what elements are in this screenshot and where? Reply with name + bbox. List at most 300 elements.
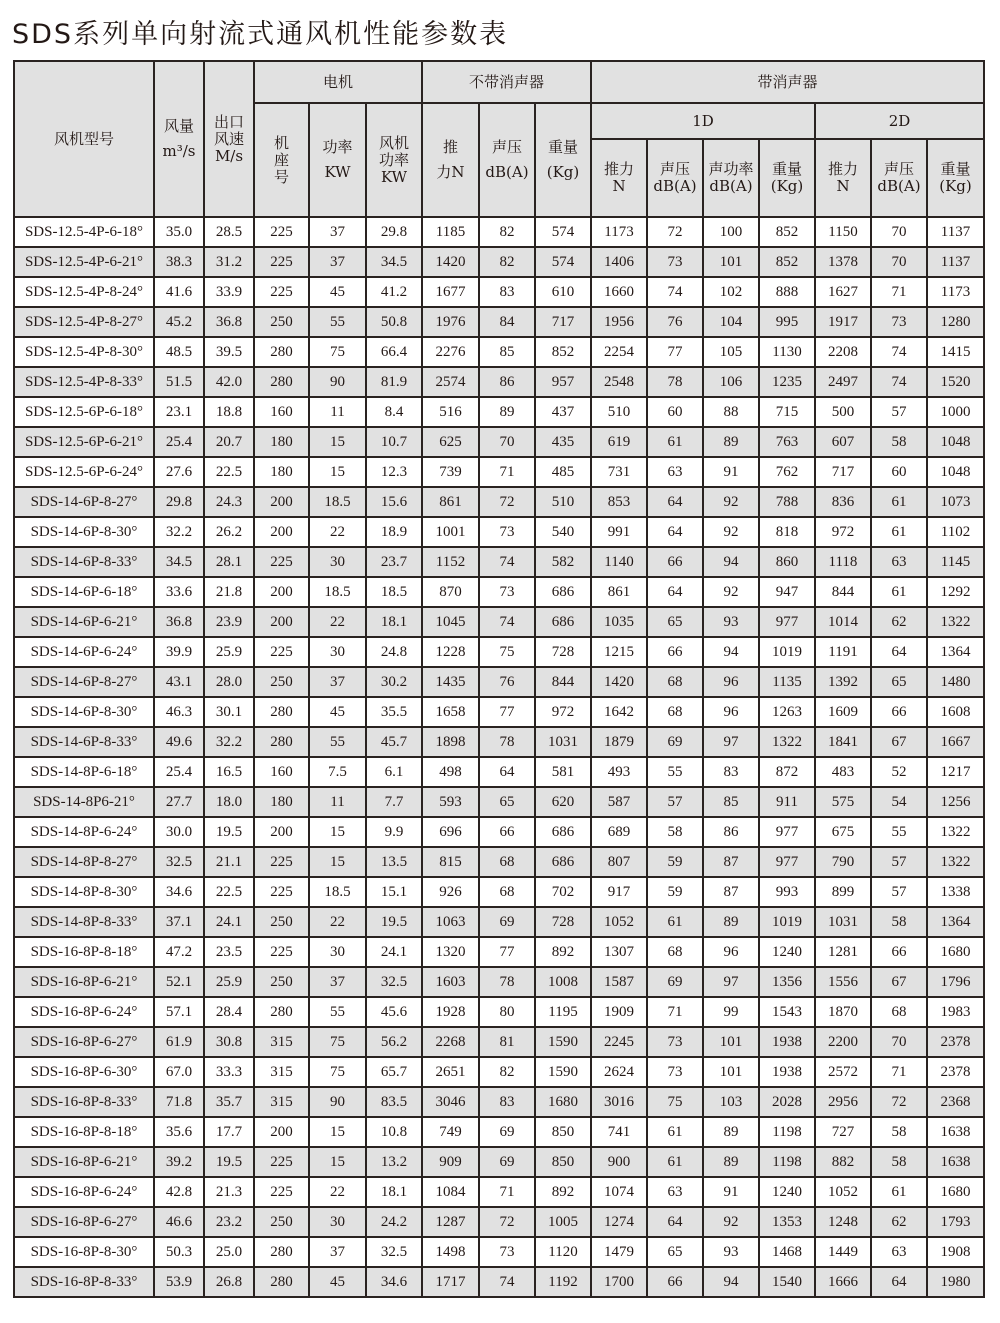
cell-ns-thrust: 498 — [422, 757, 479, 787]
cell-1d-sound: 61 — [647, 427, 703, 457]
cell-2d-weight: 1415 — [927, 337, 984, 367]
cell-outlet-speed: 22.5 — [204, 457, 254, 487]
cell-fan-power: 50.8 — [366, 307, 422, 337]
cell-1d-sound-power: 106 — [703, 367, 759, 397]
cell-motor-power: 15 — [309, 817, 366, 847]
cell-1d-sound: 73 — [647, 1057, 703, 1087]
cell-fan-power: 65.7 — [366, 1057, 422, 1087]
table-row — [14, 217, 984, 247]
cell-motor-frame: 200 — [254, 577, 309, 607]
cell-fan-power: 35.5 — [366, 697, 422, 727]
cell-ns-sound: 82 — [479, 247, 535, 277]
cell-ns-thrust: 1677 — [422, 277, 479, 307]
cell-1d-thrust: 493 — [591, 757, 647, 787]
cell-airflow: 45.2 — [154, 307, 204, 337]
cell-2d-weight: 1292 — [927, 577, 984, 607]
cell-1d-weight: 993 — [759, 877, 815, 907]
cell-fan-power: 56.2 — [366, 1027, 422, 1057]
cell-1d-sound-power: 89 — [703, 1147, 759, 1177]
cell-ns-thrust: 739 — [422, 457, 479, 487]
fan-performance-table — [13, 60, 985, 1298]
cell-motor-frame: 225 — [254, 637, 309, 667]
cell-ns-thrust: 1976 — [422, 307, 479, 337]
cell-fan-power: 6.1 — [366, 757, 422, 787]
cell-1d-weight: 1240 — [759, 1177, 815, 1207]
cell-fan-power: 23.7 — [366, 547, 422, 577]
cell-airflow: 34.6 — [154, 877, 204, 907]
cell-2d-thrust: 1841 — [815, 727, 871, 757]
cell-outlet-speed: 31.2 — [204, 247, 254, 277]
cell-ns-thrust: 1287 — [422, 1207, 479, 1237]
cell-ns-sound: 69 — [479, 1147, 535, 1177]
cell-1d-sound-power: 93 — [703, 607, 759, 637]
cell-motor-power: 22 — [309, 1177, 366, 1207]
cell-2d-sound: 57 — [871, 847, 927, 877]
cell-ns-thrust: 2574 — [422, 367, 479, 397]
cell-model: SDS-14-8P-6-24° — [14, 817, 154, 847]
cell-ns-sound: 73 — [479, 577, 535, 607]
cell-ns-weight: 574 — [535, 247, 591, 277]
cell-motor-power: 37 — [309, 247, 366, 277]
cell-model: SDS-14-6P-8-33° — [14, 547, 154, 577]
cell-motor-power: 18.5 — [309, 487, 366, 517]
cell-2d-thrust: 2572 — [815, 1057, 871, 1087]
cell-airflow: 30.0 — [154, 817, 204, 847]
cell-2d-thrust: 2956 — [815, 1087, 871, 1117]
cell-ns-weight: 435 — [535, 427, 591, 457]
cell-1d-sound: 59 — [647, 877, 703, 907]
header-1d-weight: 重量 (Kg) — [759, 139, 815, 217]
cell-1d-thrust: 861 — [591, 577, 647, 607]
cell-ns-sound: 81 — [479, 1027, 535, 1057]
cell-2d-weight: 1102 — [927, 517, 984, 547]
header-airflow: 风量 m³/s — [154, 61, 204, 217]
cell-model: SDS-14-6P-8-30° — [14, 697, 154, 727]
cell-model: SDS-14-8P-8-27° — [14, 847, 154, 877]
cell-ns-sound: 72 — [479, 1207, 535, 1237]
cell-1d-weight: 1019 — [759, 637, 815, 667]
cell-ns-weight: 1590 — [535, 1027, 591, 1057]
cell-outlet-speed: 28.0 — [204, 667, 254, 697]
cell-model: SDS-14-6P-8-27° — [14, 487, 154, 517]
cell-motor-frame: 280 — [254, 697, 309, 727]
header-fan-power: 风机 功率 KW — [366, 103, 422, 217]
cell-2d-weight: 1137 — [927, 247, 984, 277]
cell-model: SDS-12.5-4P-8-24° — [14, 277, 154, 307]
cell-1d-sound: 78 — [647, 367, 703, 397]
cell-1d-weight: 1130 — [759, 337, 815, 367]
cell-1d-sound: 61 — [647, 1117, 703, 1147]
cell-model: SDS-16-8P-8-18° — [14, 937, 154, 967]
cell-motor-power: 45 — [309, 697, 366, 727]
table-row — [14, 577, 984, 607]
cell-fan-power: 32.5 — [366, 1237, 422, 1267]
cell-fan-power: 34.6 — [366, 1267, 422, 1297]
cell-model: SDS-12.5-4P-6-18° — [14, 217, 154, 247]
cell-1d-sound: 65 — [647, 1237, 703, 1267]
cell-ns-thrust: 3046 — [422, 1087, 479, 1117]
cell-ns-sound: 74 — [479, 607, 535, 637]
table-row — [14, 367, 984, 397]
cell-ns-thrust: 1185 — [422, 217, 479, 247]
cell-1d-weight: 1263 — [759, 697, 815, 727]
table-row — [14, 1087, 984, 1117]
cell-1d-sound-power: 89 — [703, 907, 759, 937]
cell-2d-thrust: 1556 — [815, 967, 871, 997]
cell-fan-power: 8.4 — [366, 397, 422, 427]
cell-outlet-speed: 42.0 — [204, 367, 254, 397]
cell-ns-sound: 83 — [479, 277, 535, 307]
cell-1d-thrust: 2254 — [591, 337, 647, 367]
cell-ns-thrust: 696 — [422, 817, 479, 847]
cell-2d-sound: 64 — [871, 1267, 927, 1297]
cell-ns-weight: 850 — [535, 1147, 591, 1177]
cell-1d-sound: 75 — [647, 1087, 703, 1117]
cell-outlet-speed: 36.8 — [204, 307, 254, 337]
cell-model: SDS-14-8P-8-33° — [14, 907, 154, 937]
cell-1d-sound: 69 — [647, 967, 703, 997]
cell-motor-power: 30 — [309, 637, 366, 667]
cell-ns-weight: 728 — [535, 637, 591, 667]
cell-outlet-speed: 16.5 — [204, 757, 254, 787]
cell-1d-weight: 1235 — [759, 367, 815, 397]
cell-ns-thrust: 909 — [422, 1147, 479, 1177]
cell-2d-sound: 73 — [871, 307, 927, 337]
cell-outlet-speed: 33.9 — [204, 277, 254, 307]
cell-ns-thrust: 625 — [422, 427, 479, 457]
cell-fan-power: 18.1 — [366, 1177, 422, 1207]
cell-fan-power: 13.2 — [366, 1147, 422, 1177]
cell-2d-sound: 63 — [871, 1237, 927, 1267]
cell-motor-frame: 160 — [254, 757, 309, 787]
cell-1d-sound-power: 99 — [703, 997, 759, 1027]
cell-1d-weight: 1356 — [759, 967, 815, 997]
cell-1d-sound-power: 89 — [703, 427, 759, 457]
cell-ns-thrust: 2268 — [422, 1027, 479, 1057]
cell-fan-power: 7.7 — [366, 787, 422, 817]
cell-2d-weight: 1173 — [927, 277, 984, 307]
cell-ns-sound: 71 — [479, 1177, 535, 1207]
cell-outlet-speed: 30.8 — [204, 1027, 254, 1057]
cell-2d-weight: 1364 — [927, 907, 984, 937]
cell-model: SDS-16-8P-8-33° — [14, 1087, 154, 1117]
cell-ns-sound: 68 — [479, 847, 535, 877]
cell-outlet-speed: 26.8 — [204, 1267, 254, 1297]
cell-1d-thrust: 731 — [591, 457, 647, 487]
cell-motor-power: 90 — [309, 1087, 366, 1117]
cell-ns-weight: 717 — [535, 307, 591, 337]
cell-2d-sound: 62 — [871, 607, 927, 637]
cell-1d-thrust: 1307 — [591, 937, 647, 967]
cell-model: SDS-16-8P-6-30° — [14, 1057, 154, 1087]
cell-1d-sound: 71 — [647, 997, 703, 1027]
cell-2d-sound: 70 — [871, 217, 927, 247]
cell-2d-sound: 70 — [871, 247, 927, 277]
cell-fan-power: 24.8 — [366, 637, 422, 667]
cell-2d-thrust: 972 — [815, 517, 871, 547]
cell-2d-weight: 1983 — [927, 997, 984, 1027]
cell-2d-thrust: 882 — [815, 1147, 871, 1177]
cell-2d-weight: 1217 — [927, 757, 984, 787]
cell-model: SDS-14-6P-6-18° — [14, 577, 154, 607]
cell-fan-power: 81.9 — [366, 367, 422, 397]
cell-1d-weight: 1198 — [759, 1147, 815, 1177]
cell-ns-weight: 1195 — [535, 997, 591, 1027]
cell-2d-sound: 61 — [871, 517, 927, 547]
table-row — [14, 337, 984, 367]
table-row — [14, 457, 984, 487]
cell-motor-frame: 200 — [254, 517, 309, 547]
table-row — [14, 1117, 984, 1147]
cell-airflow: 34.5 — [154, 547, 204, 577]
cell-1d-thrust: 1140 — [591, 547, 647, 577]
cell-1d-thrust: 2245 — [591, 1027, 647, 1057]
cell-1d-weight: 1938 — [759, 1027, 815, 1057]
cell-1d-sound: 74 — [647, 277, 703, 307]
cell-airflow: 27.6 — [154, 457, 204, 487]
cell-1d-weight: 911 — [759, 787, 815, 817]
table-row — [14, 877, 984, 907]
cell-2d-weight: 1796 — [927, 967, 984, 997]
cell-outlet-speed: 35.7 — [204, 1087, 254, 1117]
cell-ns-weight: 1680 — [535, 1087, 591, 1117]
cell-1d-sound-power: 105 — [703, 337, 759, 367]
cell-fan-power: 41.2 — [366, 277, 422, 307]
cell-airflow: 33.6 — [154, 577, 204, 607]
cell-fan-power: 24.2 — [366, 1207, 422, 1237]
cell-1d-sound: 57 — [647, 787, 703, 817]
cell-1d-sound-power: 92 — [703, 487, 759, 517]
cell-motor-power: 45 — [309, 277, 366, 307]
cell-ns-sound: 85 — [479, 337, 535, 367]
cell-outlet-speed: 39.5 — [204, 337, 254, 367]
cell-model: SDS-16-8P-8-30° — [14, 1237, 154, 1267]
cell-airflow: 35.0 — [154, 217, 204, 247]
cell-airflow: 52.1 — [154, 967, 204, 997]
table-row — [14, 817, 984, 847]
table-row — [14, 907, 984, 937]
cell-motor-power: 11 — [309, 787, 366, 817]
header-2d-thrust: 推力 N — [815, 139, 871, 217]
cell-2d-sound: 71 — [871, 277, 927, 307]
cell-fan-power: 32.5 — [366, 967, 422, 997]
cell-2d-thrust: 1031 — [815, 907, 871, 937]
cell-ns-sound: 86 — [479, 367, 535, 397]
cell-motor-frame: 160 — [254, 397, 309, 427]
cell-1d-sound: 64 — [647, 1207, 703, 1237]
cell-airflow: 61.9 — [154, 1027, 204, 1057]
cell-1d-sound: 55 — [647, 757, 703, 787]
cell-ns-sound: 74 — [479, 1267, 535, 1297]
table-row — [14, 1147, 984, 1177]
cell-2d-thrust: 836 — [815, 487, 871, 517]
cell-motor-frame: 250 — [254, 667, 309, 697]
cell-fan-power: 66.4 — [366, 337, 422, 367]
cell-2d-weight: 1793 — [927, 1207, 984, 1237]
table-row — [14, 937, 984, 967]
cell-1d-thrust: 1660 — [591, 277, 647, 307]
cell-ns-thrust: 2276 — [422, 337, 479, 367]
cell-1d-sound-power: 87 — [703, 847, 759, 877]
cell-2d-weight: 1145 — [927, 547, 984, 577]
cell-1d-sound-power: 92 — [703, 517, 759, 547]
table-row — [14, 727, 984, 757]
cell-ns-weight: 1120 — [535, 1237, 591, 1267]
cell-model: SDS-16-8P-6-27° — [14, 1207, 154, 1237]
cell-model: SDS-14-8P6-21° — [14, 787, 154, 817]
cell-motor-frame: 280 — [254, 727, 309, 757]
cell-motor-frame: 225 — [254, 877, 309, 907]
cell-ns-weight: 1005 — [535, 1207, 591, 1237]
cell-1d-sound-power: 94 — [703, 1267, 759, 1297]
cell-2d-thrust: 790 — [815, 847, 871, 877]
header-2d-sound: 声压 dB(A) — [871, 139, 927, 217]
header-motor-group: 电机 — [254, 61, 422, 103]
cell-airflow: 67.0 — [154, 1057, 204, 1087]
cell-fan-power: 45.7 — [366, 727, 422, 757]
cell-motor-power: 22 — [309, 907, 366, 937]
cell-ns-thrust: 1001 — [422, 517, 479, 547]
cell-fan-power: 13.5 — [366, 847, 422, 877]
cell-2d-weight: 1280 — [927, 307, 984, 337]
cell-1d-weight: 947 — [759, 577, 815, 607]
cell-ns-weight: 582 — [535, 547, 591, 577]
cell-motor-frame: 250 — [254, 1207, 309, 1237]
cell-fan-power: 18.9 — [366, 517, 422, 547]
cell-2d-thrust: 2200 — [815, 1027, 871, 1057]
cell-model: SDS-16-8P-6-27° — [14, 1027, 154, 1057]
cell-model: SDS-12.5-6P-6-24° — [14, 457, 154, 487]
table-row — [14, 247, 984, 277]
cell-ns-thrust: 1928 — [422, 997, 479, 1027]
cell-motor-frame: 315 — [254, 1057, 309, 1087]
cell-1d-weight: 1938 — [759, 1057, 815, 1087]
cell-model: SDS-16-8P-6-21° — [14, 1147, 154, 1177]
cell-model: SDS-12.5-4P-8-30° — [14, 337, 154, 367]
cell-2d-thrust: 717 — [815, 457, 871, 487]
cell-motor-power: 55 — [309, 307, 366, 337]
header-no-silencer-group: 不带消声器 — [422, 61, 591, 103]
cell-1d-sound: 68 — [647, 937, 703, 967]
cell-2d-weight: 1638 — [927, 1147, 984, 1177]
table-row — [14, 607, 984, 637]
cell-2d-thrust: 727 — [815, 1117, 871, 1147]
cell-motor-power: 15 — [309, 457, 366, 487]
cell-ns-sound: 78 — [479, 967, 535, 997]
cell-motor-power: 7.5 — [309, 757, 366, 787]
cell-ns-sound: 73 — [479, 517, 535, 547]
cell-motor-power: 15 — [309, 1147, 366, 1177]
cell-1d-sound: 76 — [647, 307, 703, 337]
cell-1d-thrust: 510 — [591, 397, 647, 427]
cell-airflow: 27.7 — [154, 787, 204, 817]
table-row — [14, 1057, 984, 1087]
cell-1d-sound: 60 — [647, 397, 703, 427]
cell-1d-thrust: 1879 — [591, 727, 647, 757]
cell-ns-thrust: 749 — [422, 1117, 479, 1147]
header-ns-thrust: 推 力N — [422, 103, 479, 217]
cell-airflow: 49.6 — [154, 727, 204, 757]
cell-1d-weight: 762 — [759, 457, 815, 487]
cell-ns-weight: 437 — [535, 397, 591, 427]
cell-fan-power: 12.3 — [366, 457, 422, 487]
cell-outlet-speed: 21.8 — [204, 577, 254, 607]
cell-model: SDS-12.5-6P-6-21° — [14, 427, 154, 457]
cell-outlet-speed: 20.7 — [204, 427, 254, 457]
header-1d-thrust: 推力 N — [591, 139, 647, 217]
cell-1d-weight: 1322 — [759, 727, 815, 757]
cell-1d-sound-power: 96 — [703, 937, 759, 967]
cell-1d-sound-power: 104 — [703, 307, 759, 337]
cell-airflow: 51.5 — [154, 367, 204, 397]
cell-model: SDS-16-8P-8-18° — [14, 1117, 154, 1147]
cell-outlet-speed: 25.0 — [204, 1237, 254, 1267]
cell-ns-sound: 78 — [479, 727, 535, 757]
cell-2d-sound: 61 — [871, 577, 927, 607]
cell-2d-thrust: 575 — [815, 787, 871, 817]
cell-1d-weight: 715 — [759, 397, 815, 427]
cell-2d-weight: 1667 — [927, 727, 984, 757]
cell-ns-thrust: 1084 — [422, 1177, 479, 1207]
header-with-silencer-group: 带消声器 — [591, 61, 984, 103]
cell-1d-thrust: 1956 — [591, 307, 647, 337]
cell-model: SDS-12.5-6P-6-18° — [14, 397, 154, 427]
cell-motor-frame: 200 — [254, 607, 309, 637]
cell-2d-sound: 65 — [871, 667, 927, 697]
cell-outlet-speed: 19.5 — [204, 1147, 254, 1177]
cell-2d-thrust: 1378 — [815, 247, 871, 277]
cell-ns-weight: 574 — [535, 217, 591, 247]
cell-airflow: 71.8 — [154, 1087, 204, 1117]
cell-motor-frame: 225 — [254, 1177, 309, 1207]
cell-ns-thrust: 1658 — [422, 697, 479, 727]
cell-1d-sound: 66 — [647, 547, 703, 577]
cell-motor-frame: 200 — [254, 487, 309, 517]
cell-1d-sound: 63 — [647, 1177, 703, 1207]
header-1d-sound: 声压 dB(A) — [647, 139, 703, 217]
cell-ns-weight: 852 — [535, 337, 591, 367]
cell-1d-weight: 1019 — [759, 907, 815, 937]
cell-outlet-speed: 33.3 — [204, 1057, 254, 1087]
cell-model: SDS-14-8P-8-30° — [14, 877, 154, 907]
cell-motor-power: 75 — [309, 1057, 366, 1087]
table-row — [14, 1027, 984, 1057]
table-row — [14, 1267, 984, 1297]
cell-motor-power: 75 — [309, 1027, 366, 1057]
cell-ns-weight: 620 — [535, 787, 591, 817]
cell-airflow: 37.1 — [154, 907, 204, 937]
cell-ns-weight: 892 — [535, 937, 591, 967]
cell-motor-frame: 280 — [254, 1237, 309, 1267]
cell-1d-sound-power: 97 — [703, 727, 759, 757]
cell-1d-thrust: 1420 — [591, 667, 647, 697]
cell-2d-sound: 58 — [871, 1117, 927, 1147]
cell-motor-frame: 280 — [254, 337, 309, 367]
cell-1d-sound: 59 — [647, 847, 703, 877]
header-1d-group: 1D — [591, 103, 815, 139]
cell-2d-weight: 1680 — [927, 937, 984, 967]
cell-airflow: 25.4 — [154, 757, 204, 787]
cell-1d-thrust: 741 — [591, 1117, 647, 1147]
cell-ns-weight: 1192 — [535, 1267, 591, 1297]
cell-2d-weight: 1608 — [927, 697, 984, 727]
cell-motor-frame: 280 — [254, 367, 309, 397]
cell-model: SDS-14-8P-6-18° — [14, 757, 154, 787]
cell-2d-thrust: 1666 — [815, 1267, 871, 1297]
cell-ns-weight: 686 — [535, 847, 591, 877]
cell-1d-thrust: 1700 — [591, 1267, 647, 1297]
table-row — [14, 277, 984, 307]
